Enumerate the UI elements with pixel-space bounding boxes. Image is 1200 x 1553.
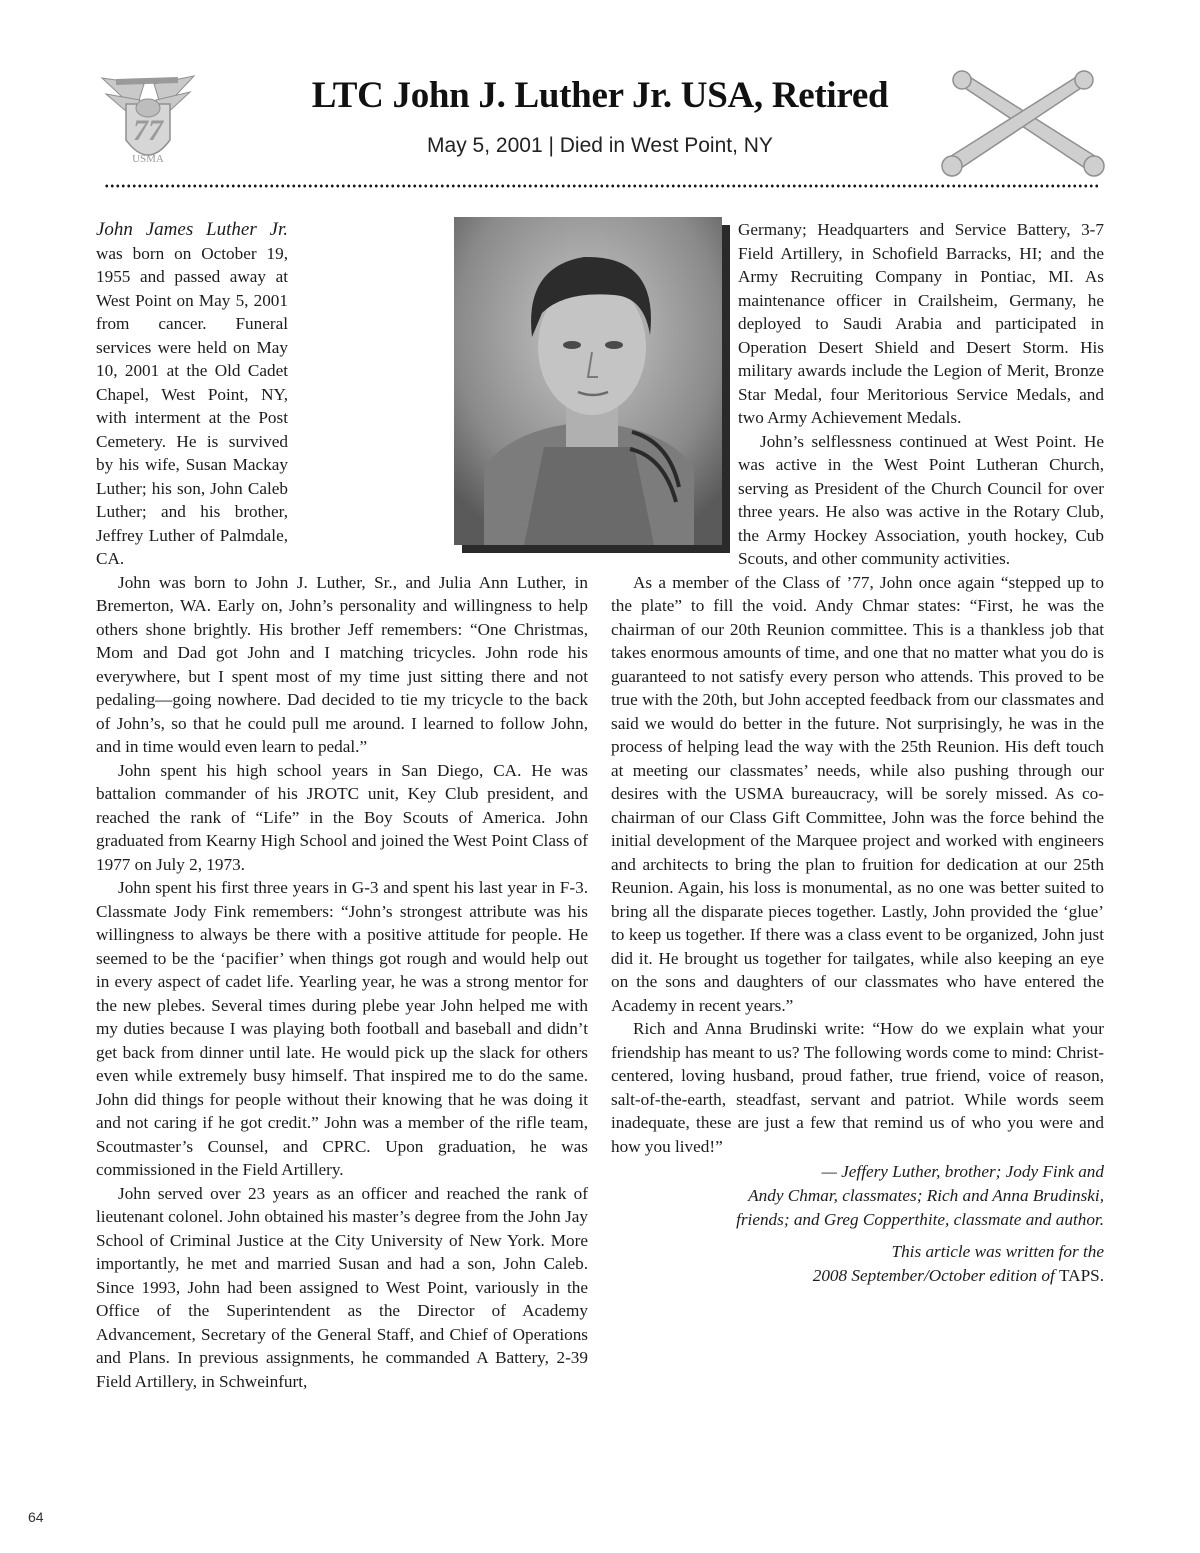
date-location-subtitle: May 5, 2001 | Died in West Point, NY [427, 134, 773, 157]
class-crest-logo [96, 70, 200, 174]
article-left-column [96, 218, 588, 1393]
paragraph-childhood: John was born to John J. Luther, Sr., and Julia Ann Luther, in Bremerton, WA. Early on, John’s personality and willingness to help others shone brightly. His brother Jeff remembers: “One Christmas, Mom and Dad got John and I matching tricycles. John rode his everywhere, but I spent most of my time just sitting there and not pedaling—going nowhere. Dad decided to tie my tricycle to the back of John’s, so that he could pull me around. I learned to follow John, and in time would even learn to pedal.” [96, 572, 588, 756]
lead-name: John James Luther Jr. [96, 219, 288, 240]
paragraph-class-reunion: As a member of the Class of ’77, John once again “stepped up to the plate” to fill the void. Andy Chmar states: “First, he was the chairman of our 20th Reunion committee. This is a thankless job that takes enormous amounts of time, and one that no matter what you do is guaranteed to not satisfy every person who attends. This proved to be true with the 20th, but John accepted feedback from our classmates and said we would do better in the future. Not surprisingly, he was in the process of helping lead the way with the 25th Reunion. His deft touch at meeting our classmates’ needs, while also pushing through our desires with the USMA bureaucracy, will be sorely missed. As co-chairman of our Class Gift Committee, John was the force behind the initial development of the Marquee project and worked with engineers and architects to bring the plan to fruition for dedication at our 25th Reunion. Again, his loss is monumental, as no one was better suited to bring all the disparate pieces together. Lastly, John provided the ‘glue’ to keep us together. If there was a class event to be organized, John just did it. He brought us together for tailgates, while also keeping an eye on the sons and daughters of our classmates who have entered the Academy in recent years.” [611, 572, 1104, 1015]
paragraph-career-continued: Germany; Headquarters and Service Battery, 3-7 Field Artillery, in Schofield Barracks, HI; and the Army Recruiting Company in Pontiac, MI. As maintenance officer in Crailsheim, Germany, he deployed to Saudi Arabia and participated in Operation Desert Shield and Desert Storm. His military awards include the Legion of Merit, Bronze Star Medal, four Meritorious Service Medals, and two Army Achievement Medals. [738, 220, 1104, 427]
intro-text: was born on October 19, 1955 and passed away at West Point on May 5, 2001 from cancer. Funeral services were held on May 10, 2001 at the Old Cadet Chapel, West Point, NY, with interment at the Post Cemetery. He is survived by his wife, Susan Mackay Luther; his son, John Caleb Luther; and his brother, Jeffrey Luther of Palmdale, CA. [96, 243, 288, 568]
article-right-column [611, 218, 1104, 1288]
page-number: 64 [28, 1509, 44, 1525]
paragraph-high-school: John spent his high school years in San Diego, CA. He was battalion commander of his JROTC unit, Key Club president, and reached the rank of “Life” in the Boy Scouts of America. John graduated from Kearny High School and joined the West Point Class of 1977 on July 2, 1973. [96, 760, 588, 874]
svg-text:77: 77 [133, 114, 163, 147]
attribution: — Jeffery Luther, brother; Jody Fink and Andy Chmar, classmates; Rich and Anna Brudinski, friends; and Greg Copperthite, classmate and author. [736, 1162, 1104, 1229]
paragraph-career: John served over 23 years as an officer and reached the rank of lieutenant colonel. John obtained his master’s degree from the John Jay School of Criminal Justice at the City University of New York. More importantly, he met and married Susan and had a son, John Caleb. Since 1993, John had been assigned to West Point, variously in the Office of the Superintendent as the Director of Academy Advancement, Secretary of the General Staff, and Chief of Operations and Plans. In previous assignments, he commanded A Battery, 2-39 Field Artillery, in Schweinfurt, [96, 1183, 588, 1391]
svg-text:USMA: USMA [132, 153, 164, 165]
paragraph-cadet-years: John spent his first three years in G-3 and spent his last year in F-3. Classmate Jody Fink remembers: “John’s strongest attribute was his willingness to always be there with a positive attitude for people. He seemed to be the ‘pacifier’ when things got rough and would help out in every aspect of cadet life. Yearling year, he was a strong mentor for the new plebes. Several times during plebe year John helped me with my duties because I was playing both football and baseball and didn’t get back from dinner until late. He would pick up the slack for others even while extremely busy himself. That inspired me to do the same. John did things for people without their knowing that he was doing it and not caring if he got credit.” John was a member of the rifle team, Scoutmaster’s Counsel, and CPRC. Upon graduation, he was commissioned in the Field Artillery. [96, 878, 588, 1179]
publication-note: This article was written for the 2008 September/October edition of TAPS. [812, 1242, 1104, 1285]
dotted-divider [104, 183, 1098, 189]
page-title: LTC John J. Luther Jr. USA, Retired [311, 75, 889, 116]
paragraph-west-point-service: John’s selflessness continued at West Point. He was active in the West Point Lutheran Church, serving as President of the Church Council for over three years. He also was active in the Rotary Club, the Army Hockey Association, youth hockey, Cub Scouts, and other community activities. [738, 431, 1104, 568]
paragraph-friends-tribute: Rich and Anna Brudinski write: “How do we explain what your friendship has meant to us? The following words come to mind: Christ-centered, loving husband, proud father, true friend, voice of reason, salt-of-the-earth, steadfast, servant and patriot. While words seem inadequate, these are just a few that remind us of who you were and how you lived!” [611, 1019, 1104, 1156]
